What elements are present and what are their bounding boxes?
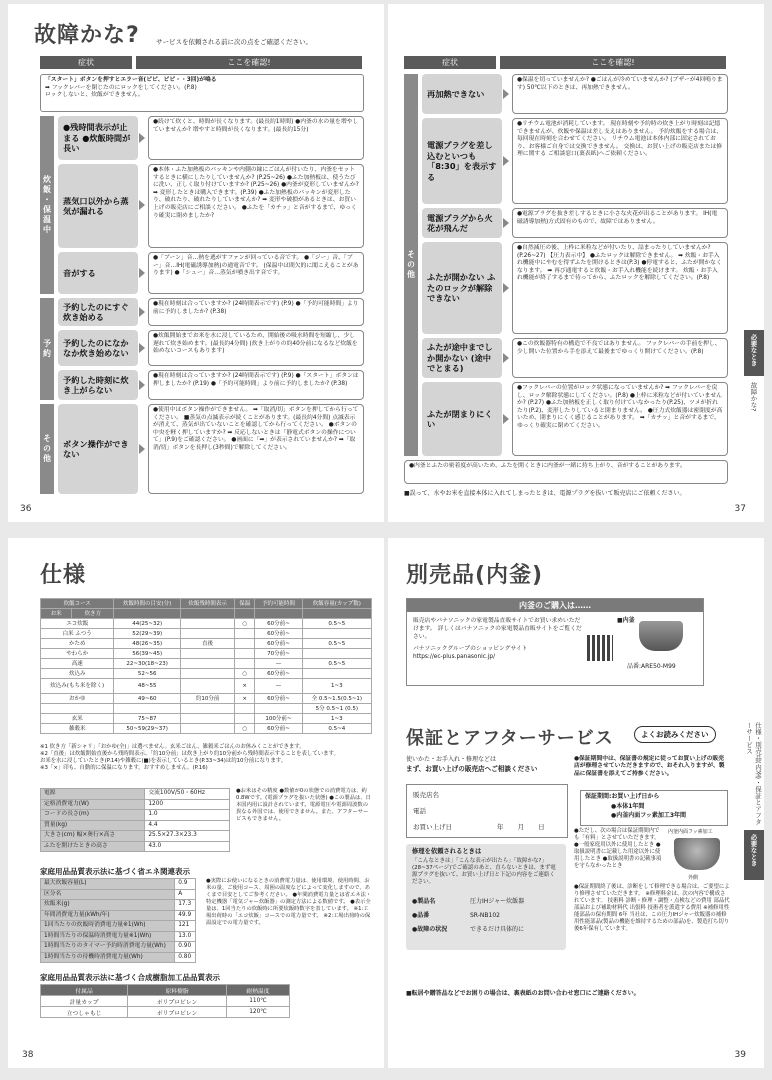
page-number: 38 [22, 1050, 34, 1060]
arrow-icon [503, 156, 509, 166]
inner-pot-image [639, 621, 683, 651]
warranty-intro: 使いかた・お手入れ・修理などは [406, 756, 497, 763]
qr-code-icon[interactable] [587, 635, 613, 661]
table-row: 炊込み(もち米を除く) 48~55 × — 1~3 [41, 679, 372, 694]
col-check-header: ここを確認! [136, 56, 362, 69]
warranty-note-2: ●ただし、次の場合は保証期間内でも「有料」とさせていただきます。 ●一般家庭用以外に使用したとき ●取扱説明書に記載した用途以外に使用したとき ●取扱説明書の記載事項を守らなかったとき [574, 828, 662, 869]
table-row: エコ炊飯 44(25~32) ○ 60分前~ 0.5~5 [41, 619, 372, 629]
symptom-label: 蒸気口以外から蒸気が漏れる [58, 164, 138, 248]
table-row: 玄米 75~87 100分前~ 1~3 [41, 714, 372, 724]
inner-pot-coating-image [674, 838, 720, 870]
arrow-icon [139, 343, 145, 353]
warranty-title: 保証とアフターサービス [406, 728, 614, 749]
side-tab-hitsuyou[interactable]: 必要なとき [744, 330, 764, 376]
electrical-spec-table [40, 788, 230, 852]
arrow-icon [139, 133, 145, 143]
table-row: 立つしゃもじ ポリプロピレン 120℃ [41, 1007, 290, 1018]
table-row: 炊飯米(g) 17.3 [41, 900, 196, 911]
energy-table [40, 878, 196, 963]
spec-notes: ※1 炊き方「新シャリ」「おかゆ(全)」は選べません。玄米ごはん、雑穀米ごはんのお休みくことができます。 ※2「直後」は炊飯開始直後から残時間表示、「約10分前」は炊き上がり約10分前から残時間表示することを表しています。 お米を水に浸していたとき(P.14)や雑穀に(■)を表示しているとき(P.33~34)は約10分前になります。 ※3「×」印も、自動的に保温になります。おすすめしません。(P.16) [40, 744, 339, 771]
check-box: ●この炊飯器特有の構造で不良ではありません。 フックレバーの手前を押し、少し開いた位置から手を添えて最後までゆっくり開けてください。(P.8) [512, 338, 728, 378]
naikama-label: ■内釜 [617, 617, 635, 624]
arrow-icon [503, 353, 509, 363]
arrow-icon [139, 307, 145, 317]
symptom-label: 予約した時刻に炊き上がらない [58, 370, 138, 400]
table-row: やわらか 56(39~45) 70分前~ [41, 649, 372, 659]
arrow-icon [139, 444, 145, 454]
shopping-site-link[interactable]: パナソニックグループのショッピングサイト https://ec-plus.panasonic.jp/ [413, 646, 528, 661]
intro-line: ➡ フックレバーを閉じたのにロックをしてください。(P.8) [45, 84, 197, 91]
arrow-icon [503, 414, 509, 424]
arrow-icon [503, 283, 509, 293]
material-section-title: 家庭用品品質表示法に基づく合成樹脂加工品品質表示 [40, 973, 220, 982]
symptom-label: 電源プラグを差し込むといつも「8:30」を表示する [422, 118, 502, 204]
note-box: ●内釜とふたの密着度が高いため、ふたを開くときに内釜が一緒に持ち上がり、音がすることがあります。 [404, 460, 728, 484]
table-row: 年間消費電力量(kWh/年) 49.9 [41, 910, 196, 921]
purchase-header: 内釜のご購入は…… [407, 599, 703, 612]
category-timer: 予約 [40, 298, 54, 400]
symptom-label: ●残時間表示が止まる ●炊飯時間が長い [58, 116, 138, 160]
side-tab-hitsuyou[interactable]: 必要なとき [744, 830, 764, 880]
page-38 [8, 538, 384, 1068]
symptom-label: 電源プラグから火花が飛んだ [422, 208, 502, 238]
page-number: 36 [20, 504, 32, 514]
electrical-notes: ●お米はその精度 ●数値が0の状態での消費電力は、約0.8Wです。(電源プラグを抜いた状態) ●この製品は、日本国内用に設計されています。電源電圧や電源周波数の異なる外国では、使用できません。また、アフターサービスもできません。 [236, 788, 371, 822]
dealer-info-box: 販売店名 電話 お買い上げ日 年 月 日 [406, 784, 568, 838]
warranty-note-3: ●保証期間終了後は、診断をして修理できる場合は、ご要望により修理させていただきます。 ※修理料金は、次の内容で構成されています。 技術料 診断・修理・調整・点検などの費用 部品代 部品および補助材料代 出張料 技術者を派遣する費用 ※補修用性能部品の保有期間 6年 当社は、この圧力IHジャー炊飯器の補修用性能部品(製品の機能を維持するための部品)を、製造打ち切り後6年保有しています。 [574, 884, 730, 932]
warranty-period-box: 保証期間:お買い上げ日から ●本体1年間 ●内釜内面フッ素加工3年間 [580, 790, 728, 826]
symptom-label: 音がする [58, 252, 138, 294]
page-39 [388, 538, 764, 1068]
check-box: ●「ブーン」音…熱を逃がすファンが回っている音です。 ●「ジー」音、「ブー」音…IH(電磁誘導加熱)の通電音です。 (保温中は間欠的に聞こえることがあります) ●「シュー」音…蒸気が噴き出す音です。 [148, 252, 364, 294]
table-row: 1時間当たりの待機時消費電力量(Wh) 0.80 [41, 952, 196, 963]
col-symptom-header: 症状 [40, 56, 132, 69]
spec-header: 炊飯コース [41, 599, 114, 609]
table-row: おかゆ 49~60 約10分前 × 60分前~ 全 0.5~1.5(0.5~1) [41, 694, 372, 704]
symptom-label: ふたが途中までしか開かない (途中でとまる) [422, 338, 502, 378]
spec-header: 炊飯時間の目安(分) [114, 599, 181, 609]
table-row: 1時間当たりの保温時消費電力量※1(Wh) 13.0 [41, 931, 196, 942]
check-box: ●本体・ふた加熱板のパッキンや内側の縁にごはんが付いたり、内釜をセットするときに横にしたりしていませんか? (P.25~26) ●ふた加熱板は、使うたびに洗い、正しく取り付けていますか? (P.25~26) ●内釜が変形していませんか? ➡ 変形したときは購入できます。(P.39) ●ふた加熱板のパッキンが変形したり、破れたり、破れたりしていませんか? ➡ 変形や破損があるときは、お買い上げの販売店にご相談ください。 ●ふたを「カチッ」と音がするまで、ゆっくり確実に閉めましたか? [148, 164, 364, 248]
col-check-header: ここを確認! [500, 56, 726, 69]
spec-subheader: お米 [41, 609, 72, 619]
page-title: 仕様 [40, 563, 87, 588]
table-row: 白米 ふつう 52(29~39) 60分前~ [41, 629, 372, 639]
read-carefully-badge: よくお読みください [634, 726, 716, 743]
side-tab-spec-warranty[interactable]: 仕様・別売品(内釜)・保証とアフターサービス [744, 718, 764, 828]
check-box: ●フックレバーの位置がロック状態になっていませんか? ➡ フックレバーを戻し、ロック解除状態にしてください。(P.8) ●上枠に米粒などが付いていませんか? (P.27) ●ふた加熱板を正しく取り付けていなかったり(P.25)、ツメが折れたり(P.2)、変形したりしていると閉まりません。 ●圧力式炊飯器は密閉度が高いため、閉まりにくく感じることがあります。 ➡「カチッ」と音がするまで、ゆっくり確実に閉めてください。 [512, 382, 728, 456]
table-row: 区分名 A [41, 889, 196, 900]
page-title: 別売品(内釜) [406, 563, 544, 588]
check-box: ●電源プラグを抜き差しするときに小さな火花が出ることがあります。 IH(電磁誘導加熱)方式固有のもので、故障ではありません。 [512, 208, 728, 238]
arrow-icon [139, 268, 145, 278]
check-box: ●現在時刻は合っていますか? (24時間表示です) (P.9) ●「スタート」ボタンは押しましたか? (P.19) ●「予約可能時間」より前に予約しましたか? (P.38) [148, 370, 364, 400]
col-symptom-header: 症状 [404, 56, 496, 69]
energy-notes: ●実際にお使いになるときの消費電力量は、使用環境、使用時間、お米の量、ご使用コース、周囲の温度などによって変化しますので、あくまで目安としてご参考ください。 ●年間消費電力量とは省エネ法・特定機器「電気ジャー炊飯器」の測定方法による数値です。 ●表示全量は、1回当たりの炊飯時に所要炊飯時数字を表しています。 ※1:工場出荷時の「エコ炊飯」コースでの電力量です。 ※2:工場出荷時の保温設定での電力量です。 [206, 878, 372, 926]
spec-header: 炊飯容量(カップ数) [302, 599, 371, 609]
energy-section-title: 家庭用品品質表示法に基づく省エネ関連表示 [40, 867, 190, 876]
page-title: 故障かな? [34, 23, 140, 48]
intro-line: 「スタート」ボタンを押すとエラー音(ピピ、ピピ・・3回)が鳴る [45, 77, 217, 83]
warranty-note-1: ●保証期間中は、保証書の規定に従ってお買い上げの販売店が修理させていただきますので、おそれ入りますが、製品に保証書を添えてご持参ください。 [574, 756, 725, 777]
spec-header: 保温 [235, 599, 255, 609]
table-row: 大きさ(cm) 幅×奥行×高さ 25.5×27.3×23.3 [41, 831, 230, 842]
part-number: 品番:ARE50-M99 [627, 663, 676, 670]
arrow-icon [503, 89, 509, 99]
check-box: ●リチウム電池が消耗しています。 現在時刻や予約時の炊き上がり時刻は記憶できませんが、炊飯や保温は差し支えはありません。 予約炊飯をする場合は、毎回現在時刻を合わせてください。 リチウム電池は本体内部に固定されており、お客様ご自身では交換できません。 交換は、お買い上げの販売店または修理に関する ご相談窓口(裏表紙)へご依頼ください。 [512, 118, 728, 204]
check-box: ●炊飯開始までお米を水に浸しているため、開始後の吸水時間を短縮し、少し遅れて炊き始めます。(最長約4分間) (炊き上がりの約40分前になるなど炊飯を始めないコースもあります) [148, 330, 364, 366]
table-row: ふたを開けたときの高さ 43.0 [41, 841, 230, 852]
table-row: かため 48(26~35) 直後 60分前~ 0.5~5 [41, 639, 372, 649]
warranty-intro-bold: まず、お買い上げの販売店へご相談ください [406, 765, 538, 773]
footer-note: ■転居や贈答品などでお困りの場合は、裏表紙のお問い合わせ窓口にご連絡ください。 [406, 990, 640, 997]
symptom-label: 予約したのにすぐ炊き始める [58, 298, 138, 326]
page-subtitle: サービスを依頼される前に次の点をご確認ください。 [156, 38, 312, 46]
table-row: 定格消費電力(W) 1200 [41, 799, 230, 810]
purchase-text: 販売店やパナソニックの家電製品直販サイトでお買い求めいただけます。 詳しくはパナソニックの家電製品直販サイトをご覧ください。 [413, 618, 582, 641]
table-row: 質量(kg) 4.4 [41, 820, 230, 831]
symptom-label: ふたが閉まりにくい [422, 382, 502, 456]
spec-header: 炊飯残時間表示 [180, 599, 234, 609]
table-row: 1回当たりの炊飯時消費電力量※1(Wh) 121 [41, 921, 196, 932]
table-row: 高速 22~30(18~23) — 0.5~5 [41, 659, 372, 669]
table-row: コードの長さ(m) 1.0 [41, 810, 230, 821]
page-36 [8, 4, 384, 522]
page-37 [388, 4, 764, 522]
spec-header: 予約可能時間 [255, 599, 302, 609]
symptom-label: ボタン操作ができない [58, 404, 138, 494]
repair-request-box: 修理を依頼されるときは 「こんなときは」「こんな表示が出たら」「故障かな?」(28~37ページ)でご確認のあと、直らないときは、まず電源プラグを抜いて、お買い上げ日と下記の内容をご連絡ください。 ●製品名 圧力IHジャー炊飯器 ●品番 SR-NB102 ●故障の状況 できるだけ具体的に [406, 844, 566, 950]
table-row: 計量カップ ポリプロピレン 110℃ [41, 996, 290, 1007]
purchase-box [406, 598, 704, 686]
table-row: 電源 交流100V/50・60Hz [41, 789, 230, 800]
arrow-icon [503, 218, 509, 228]
intro-line: ロックしないと、炊飯ができません。 [45, 92, 144, 99]
check-box: ●続けて炊くと、時間が長くなります。(最長約1時間) ●内釜の水の量を増やしていませんか? 増やすと時間が長くなります。(最長約15分) [148, 116, 364, 160]
symptom-label: 予約したのになかなか炊き始めない [58, 330, 138, 366]
check-box: ●保温を切っていませんか? ●ごはんが冷めていませんか? (ブザーが4回鳴ります) 50℃以下のときは、再加熱できません。 [512, 74, 728, 114]
symptom-label: 再加熱できない [422, 74, 502, 114]
table-row: 炊込み 52~56 ○ 60分前~ [41, 669, 372, 679]
table-row: 最大炊飯容量(L) 0.9 [41, 879, 196, 890]
table-row: 5分 0.5~1 (0.5) [41, 704, 372, 714]
symptom-label: ふたが開かない ふたのロックが解除できない [422, 242, 502, 334]
check-box: ●自然減圧の後、上枠に米粒などが付いたり、詰まったりしていませんか? (P.26~27) 【圧力表示中】 ●ふたロックは解除できません。 ➡ 炊飯・お手入れ機能中にやむを得ずふたを開けるときは(P.3) ●停電すると、ふたが開かなくなります。 ➡ 再び通電すると炊飯・お手入れ機能を続けます。 炊飯・お手入れ機能が終了するまで待ってから、ふたロックを解除してください。(P.8) [512, 242, 728, 334]
table-row: 1時間当たりのタイマー予約時消費電力量(Wh) 0.90 [41, 942, 196, 953]
arrow-icon [139, 380, 145, 390]
spec-table [40, 598, 372, 734]
category-other: その他 [404, 74, 418, 456]
naikama-caption: 内釜内面フッ素加工 [668, 829, 713, 835]
category-other: その他 [40, 404, 54, 494]
spec-subheader: 炊き方 [72, 609, 114, 619]
gaikama-caption: 外側 [688, 875, 699, 881]
check-box: ●現在時刻は合っていますか? (24時間表示です) (P.9) ●「予約可能時間」より前に予約しましたか? (P.38) [148, 298, 364, 326]
category-cooking: 炊飯・保温中 [40, 116, 54, 294]
material-table: 付属品 原料樹脂 耐熱温度 計量カップ ポリプロピレン 110℃ 立つしゃもじ ポリプロピレン 120℃ [40, 984, 290, 1018]
page-number: 37 [734, 504, 746, 514]
table-row: 雑穀米 50~59(29~37) ○ 60分前~ 0.5~4 [41, 724, 372, 734]
side-tab-koshou[interactable]: 故障かな? [744, 378, 764, 438]
page-number: 39 [734, 1050, 746, 1060]
footer-note: ■誤って、水やお米を直接本体に入れてしまったときは、電源プラグを抜いて販売店にご依頼ください。 [404, 490, 686, 497]
check-box: ●使用中はボタン操作ができません。 ➡「取消/切」ボタンを押してから行ってください。 ■蒸気の点滅表示が続くことがあります。(最長約4分間) 点滅表示が消えて、蒸気が出ていないことを確認してから行ってください。 ●ボタンの中央を軽く押していますか? ➡ 反応しないときは「静電式ボタンの操作について」(P.9)をご確認ください。 ●画面に「➡」が表示されていませんか? ➡「取消/切」ボタンを長押し(3秒間)で解除してください。 [148, 404, 364, 494]
arrow-icon [139, 200, 145, 210]
